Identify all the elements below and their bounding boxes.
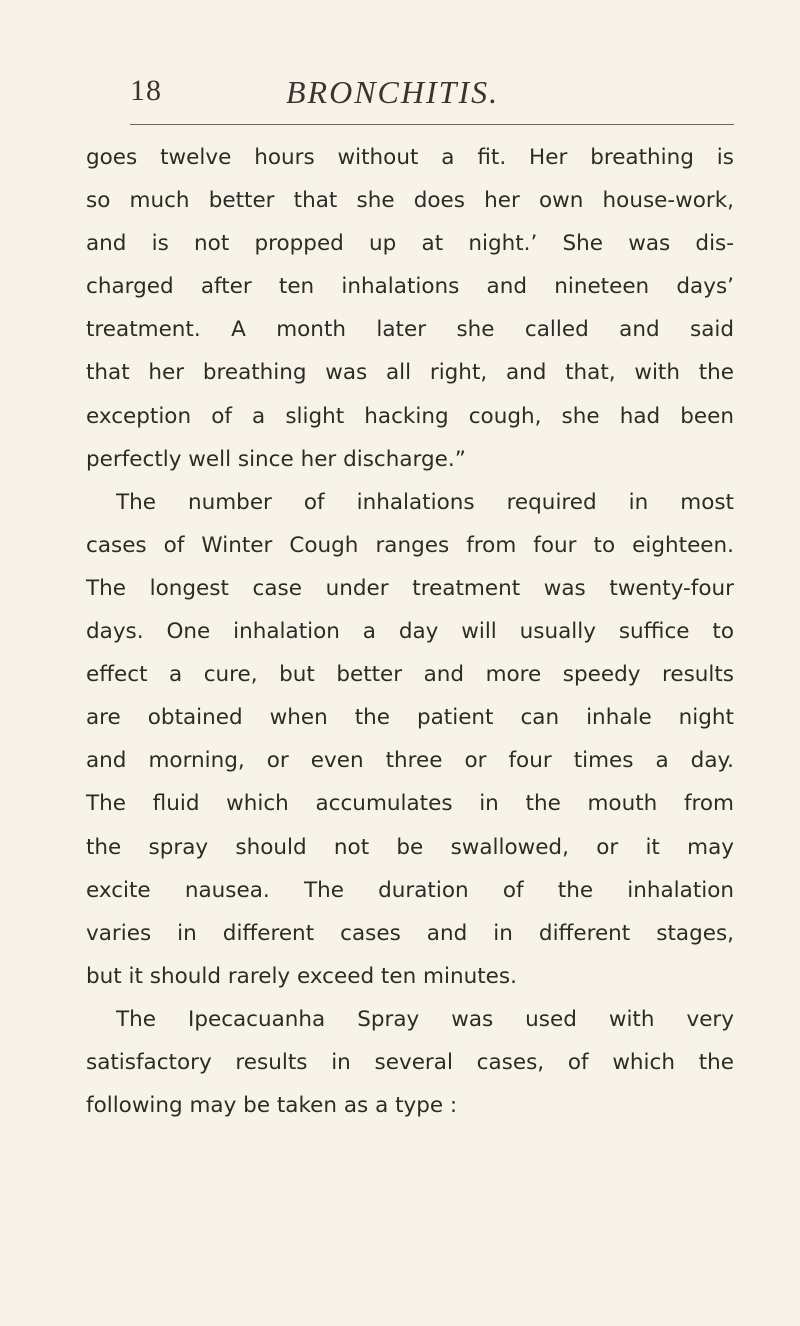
page-number: 18 [130,74,162,107]
text-line: varies in different cases and in different stages, [86,920,734,946]
text-line: cases of Winter Cough ranges from four to eighteen. [86,532,734,558]
running-title: BRONCHITIS. [286,74,500,110]
text-line: satisfactory results in several cases, of which the [86,1049,734,1075]
paragraph-continuation [86,136,734,481]
text-line: that her breathing was all right, and that, with the [86,360,734,386]
text-line: so much better that she does her own house-work, [86,188,734,214]
text-line: excite nausea. The duration of the inhalation [86,877,734,903]
text-line: but it should rarely exceed ten minutes. [86,963,517,989]
paragraph-inhalations [86,481,734,998]
text-line: following may be taken as a type : [86,1093,458,1119]
text-line: The number of inhalations required in most [116,489,734,515]
text-line: charged after ten inhalations and nineteen days’ [86,274,734,300]
text-line: goes twelve hours without a fit. Her breathing is [86,145,734,170]
text-line: are obtained when the patient can inhale night [86,705,734,731]
header-rule [130,124,734,125]
text-line: The fluid which accumulates in the mouth from [86,791,734,817]
text-line: and is not propped up at night.’ She was dis- [86,231,734,257]
text-line: treatment. A month later she called and said [86,317,734,343]
running-head [130,74,730,114]
text-line: effect a cure, but better and more speedy results [86,662,734,688]
text-line: and morning, or even three or four times a day. [86,748,734,774]
text-line: The Ipecacuanha Spray was used with very [116,1006,734,1032]
text-line: The longest case under treatment was twenty-four [86,575,734,601]
text-line: perfectly well since her discharge.” [86,446,466,472]
body-text [86,136,734,1127]
text-line: days. One inhalation a day will usually suffice to [86,619,734,645]
text-line: the spray should not be swallowed, or it may [86,834,734,860]
text-line: exception of a slight hacking cough, she had been [86,403,734,429]
paragraph-ipecacuanha [86,998,734,1127]
